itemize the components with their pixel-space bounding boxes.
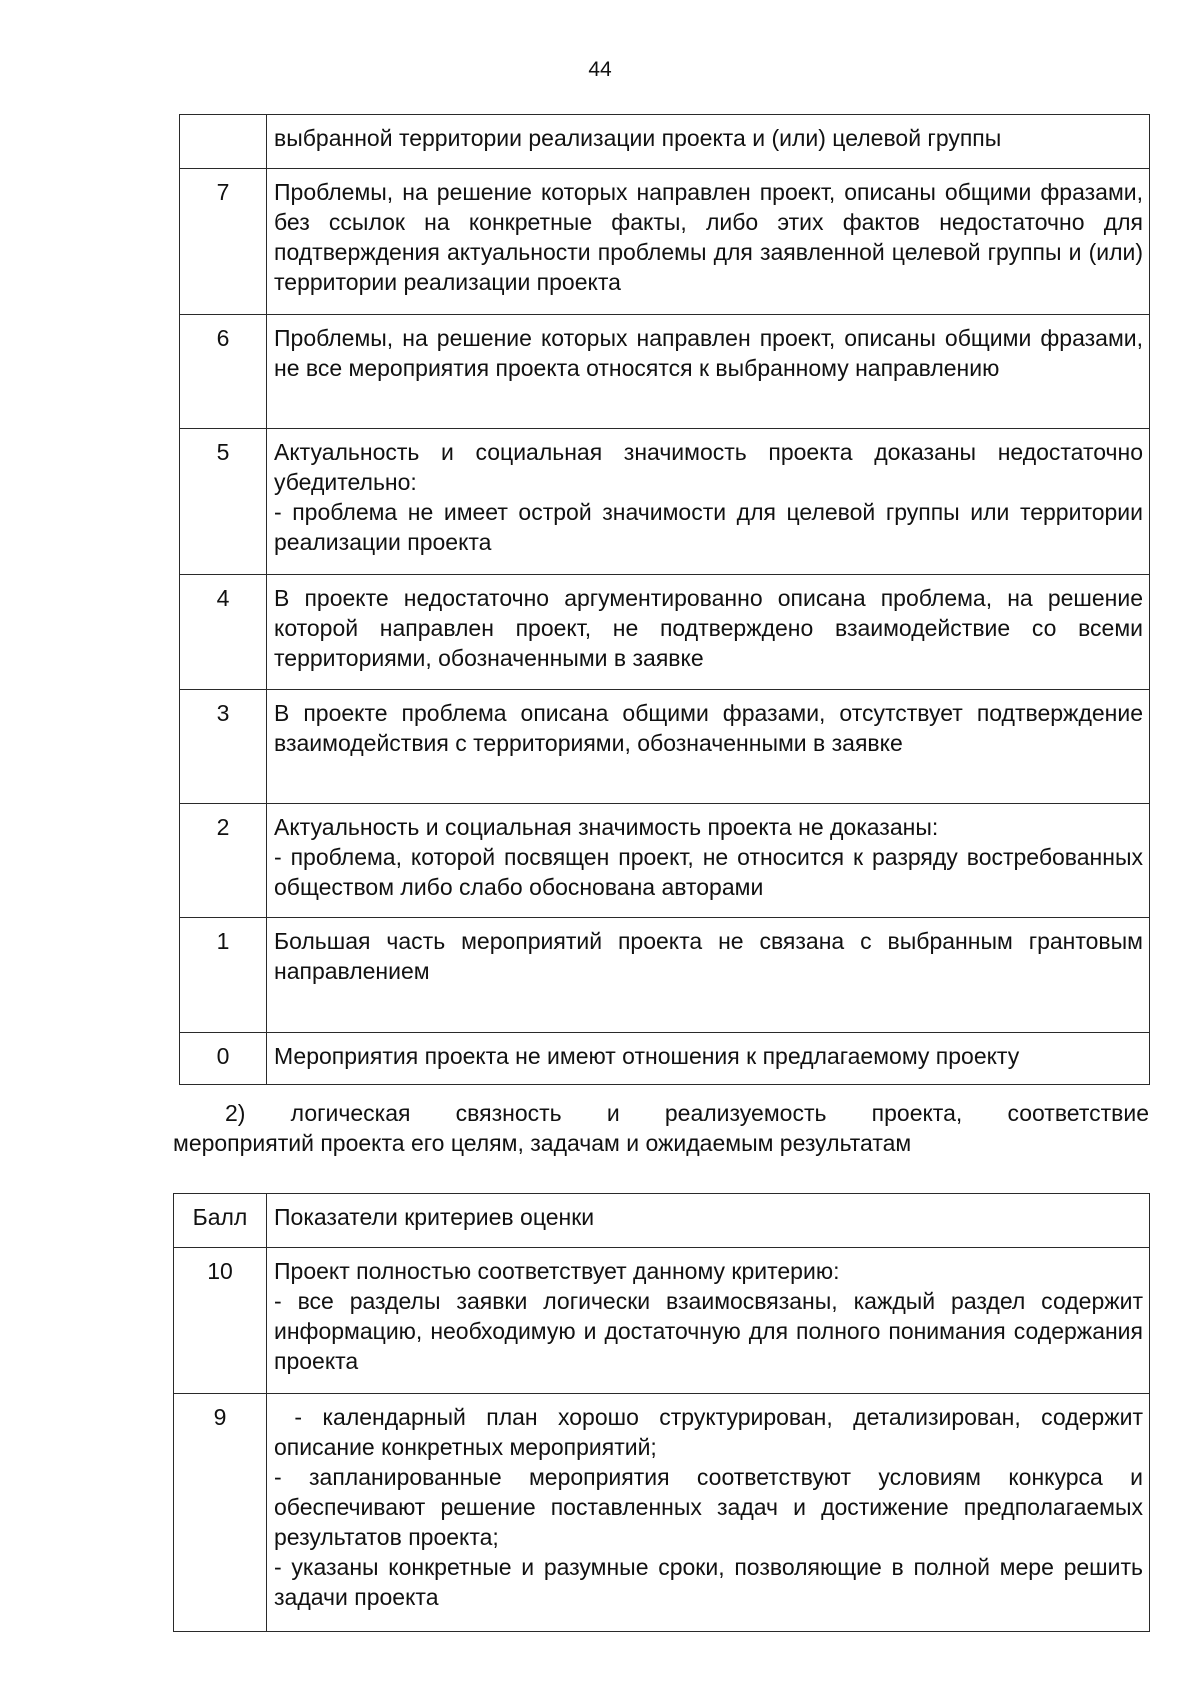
score-cell: 7 (180, 169, 267, 315)
description-line: Проблемы, на решение которых направлен проект, описаны общими фразами, без ссылок на конкретные факты, либо этих фактов недостаточно для подтверждения актуальности проблемы для заявленной целевой группы и (или) территории реализации проекта (274, 179, 1143, 295)
table-row (180, 429, 1150, 575)
description-cell (267, 575, 1150, 690)
description-line: В проекте недостаточно аргументированно описана проблема, на решение которой направлен проект, не подтверждено взаимодействие со всеми территориями, обозначенными в заявке (274, 585, 1143, 671)
description-line: Мероприятия проекта не имеют отношения к предлагаемому проекту (274, 1043, 1020, 1069)
description-line: Актуальность и социальная значимость проекта не доказаны: (274, 814, 939, 840)
description-cell (267, 918, 1150, 1033)
header-score: Балл (174, 1194, 267, 1248)
description-line: В проекте проблема описана общими фразами, отсутствует подтверждение взаимодействия с территориями, обозначенными в заявке (274, 700, 1143, 756)
page-number: 44 (588, 58, 612, 81)
description-line: Актуальность и социальная значимость проекта доказаны недостаточно убедительно: (274, 439, 1143, 495)
description-cell (267, 1394, 1150, 1632)
table-row (180, 1033, 1150, 1085)
table-row (180, 575, 1150, 690)
score-cell: 6 (180, 315, 267, 429)
description-cell (267, 429, 1150, 575)
table-row (174, 1394, 1150, 1632)
description-line: выбранной территории реализации проекта и (или) целевой группы (274, 125, 1002, 151)
description-line: - указаны конкретные и разумные сроки, позволяющие в полной мере решить задачи проекта (274, 1554, 1143, 1610)
table-row (174, 1248, 1150, 1394)
score-cell: 9 (174, 1394, 267, 1632)
section-heading (173, 1098, 1149, 1158)
score-cell: 3 (180, 690, 267, 804)
score-cell: 0 (180, 1033, 267, 1085)
score-cell: 2 (180, 804, 267, 918)
description-line: Проект полностью соответствует данному критерию: (274, 1258, 840, 1284)
section-heading-line: мероприятий проекта его целям, задачам и ожидаемым результатам (173, 1130, 912, 1156)
description-cell (267, 804, 1150, 918)
description-line: Проблемы, на решение которых направлен проект, описаны общими фразами, не все мероприятия проекта относятся к выбранному направлению (274, 325, 1143, 381)
table-row (180, 315, 1150, 429)
description-line: - проблема не имеет острой значимости для целевой группы или территории реализации проекта (274, 499, 1143, 555)
table-row (180, 918, 1150, 1033)
description-cell (267, 315, 1150, 429)
description-line: - календарный план хорошо структурирован, детализирован, содержит описание конкретных мероприятий; (274, 1404, 1150, 1460)
criteria-table-continued (179, 114, 1150, 1085)
header-description: Показатели критериев оценки (267, 1194, 1150, 1248)
score-cell: 10 (174, 1248, 267, 1394)
description-cell (267, 115, 1150, 169)
description-line: - запланированные мероприятия соответствуют условиям конкурса и обеспечивают решение поставленных задач и достижение предполагаемых результатов проекта; (274, 1464, 1143, 1550)
score-cell: 4 (180, 575, 267, 690)
description-line: Большая часть мероприятий проекта не связана с выбранным грантовым направлением (274, 928, 1143, 984)
table-row (180, 115, 1150, 169)
table-row (180, 804, 1150, 918)
section-heading-line: 2) логическая связность и реализуемость проекта, соответствие (225, 1100, 1149, 1126)
description-cell (267, 1033, 1150, 1085)
table-row (180, 690, 1150, 804)
table-header-row (174, 1194, 1150, 1248)
score-cell: 5 (180, 429, 267, 575)
description-line: - все разделы заявки логически взаимосвязаны, каждый раздел содержит информацию, необходимую и достаточную для полного понимания содержания проекта (274, 1288, 1143, 1374)
criteria-table (173, 1193, 1150, 1632)
description-line: - проблема, которой посвящен проект, не относится к разряду востребованных обществом либо слабо обоснована авторами (274, 844, 1143, 900)
description-cell (267, 1248, 1150, 1394)
score-cell (180, 115, 267, 169)
description-cell (267, 690, 1150, 804)
table-row (180, 169, 1150, 315)
score-cell: 1 (180, 918, 267, 1033)
description-cell (267, 169, 1150, 315)
